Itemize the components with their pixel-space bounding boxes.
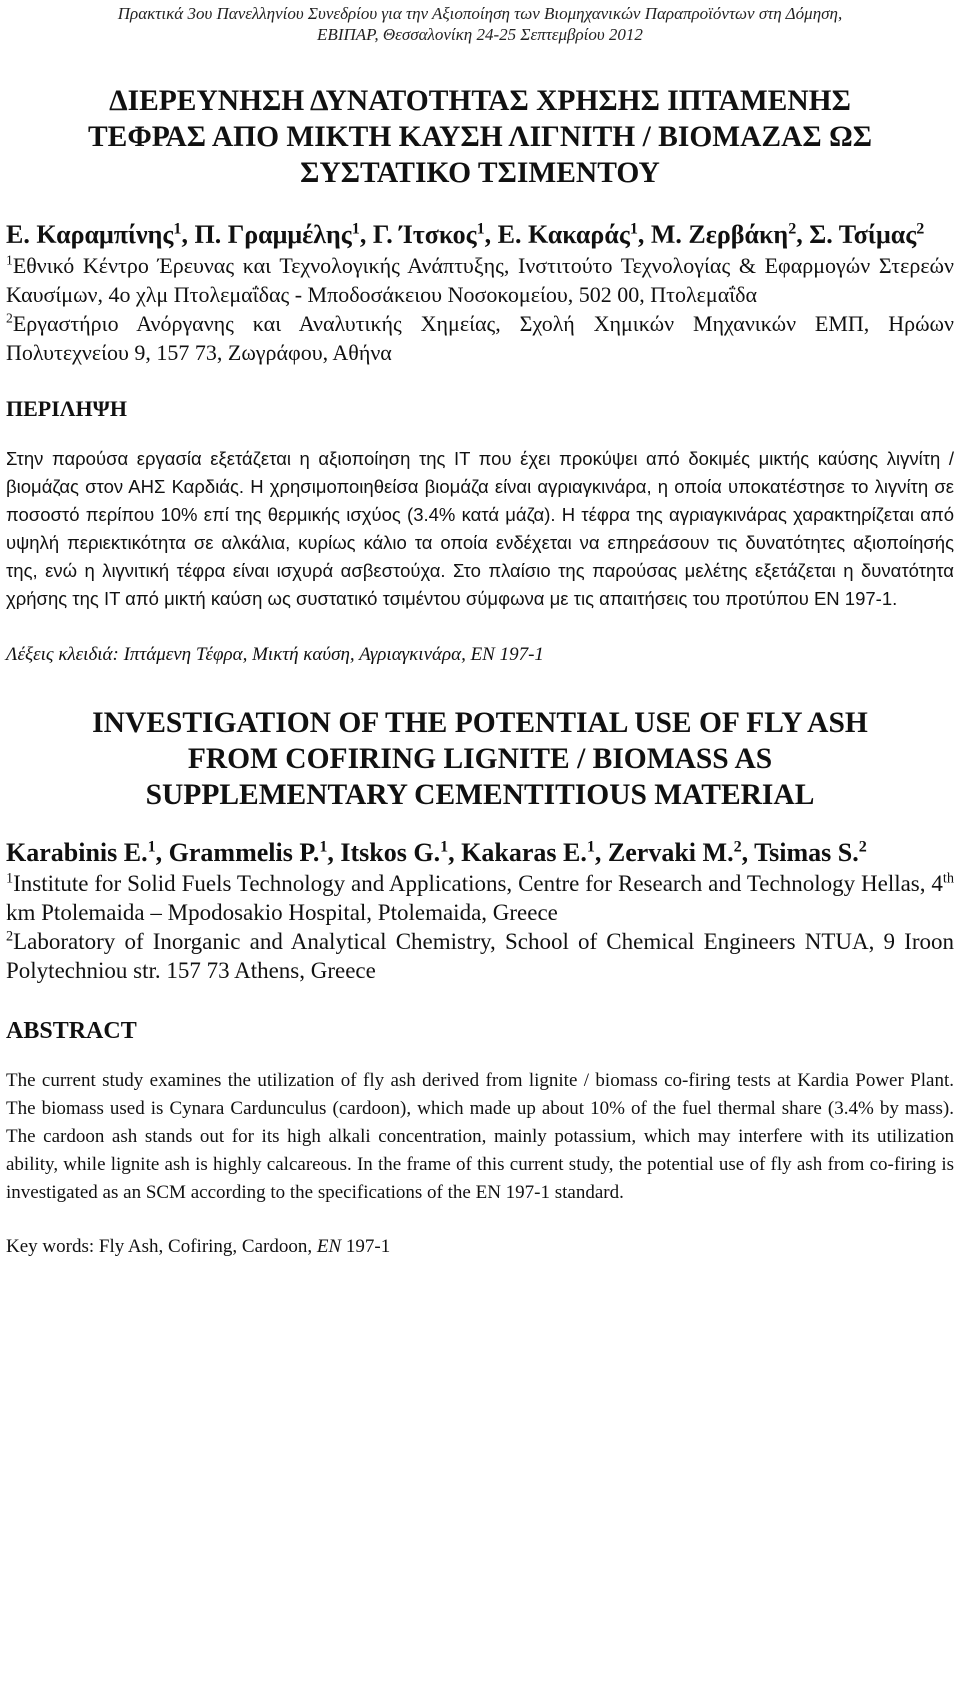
greek-abstract-text: Στην παρούσα εργασία εξετάζεται η αξιοποίηση της ΙΤ που έχει προκύψει από δοκιμές μικτής καύσης λιγνίτη / βιομάζας στον ΑΗΣ Καρδιάς. Η χρησιμοποιηθείσα βιομάζα είναι αγριαγκινάρα, η οποία υποκατέστησε το λιγνίτη σε ποσοστό περίπου 10% επί της θερμικής ισχύος (3.4% κατά μάζα). Η τέφρα της αγριαγκινάρας χαρακτηρίζεται από υψηλή περιεκτικότητα σε αλκάλια, κυρίως κάλιο τα οποία ενδέχεται να επηρεάσουν τις δυνατότητες αξιοποίησής της, ενώ η λιγνιτική τέφρα είναι ισχυρά ασβεστούχα. Στο πλαίσιο της παρούσας μελέτης εξετάζεται η δυνατότητα χρήσης της ΙΤ από μικτή καύση ως συστατικό τσιμέντου σύμφωνα με τις απαιτήσεις του προτύπου ΕΝ 197-1. <box>6 448 954 609</box>
proceedings-header-line1: Πρακτικά 3ου Πανελληνίου Συνεδρίου για την Αξιοποίηση των Βιομηχανικών Παραπροϊόντων στη Δόμηση, <box>117 4 843 23</box>
keywords-text: Key words: Fly Ash, Cofiring, Cardoon, <box>6 1236 317 1257</box>
author-separator: , <box>594 838 608 867</box>
author-affiliation-mark: 1 <box>476 220 485 238</box>
author-separator: , <box>155 838 169 867</box>
greek-affiliations <box>6 251 954 367</box>
affiliation-text: Εθνικό Κέντρο Έρευνας και Τεχνολογικής Ανάπτυξης, Ινστιτούτο Τεχνολογίας & Εφαρμογών Στερεών Καυσίμων, 4ο χλμ Πτολεμαΐδας - Μποδοσάκειου Νοσοκομείου, 502 00, Πτολεμαΐδα <box>6 253 954 307</box>
affiliation-text: Laboratory of Inorganic and Analytical Chemistry, School of Chemical Engineers NTUA, 9 Iroon Polytechniou str. 157 73 Athens, Greece <box>6 929 954 983</box>
affiliation-text: Εργαστήριο Ανόργανης και Αναλυτικής Χημείας, Σχολή Χημικών Μηχανικών ΕΜΠ, Ηρώων Πολυτεχνείου 9, 157 73, Ζωγράφου, Αθήνα <box>6 311 954 365</box>
affiliation-number: 1 <box>6 252 13 268</box>
greek-abstract-heading: ΠΕΡΙΛΗΨΗ <box>6 396 127 421</box>
affiliation <box>6 927 954 985</box>
author-separator: , <box>741 838 755 867</box>
greek-title-line: ΔΙΕΡΕΥΝΗΣΗ ΔΥΝΑΤΟΤΗΤΑΣ ΧΡΗΣΗΣ ΙΠΤΑΜΕΝΗΣ <box>109 85 851 117</box>
author-affiliation-mark: 1 <box>440 838 449 856</box>
greek-title-line: ΤΕΦΡΑΣ ΑΠΟ ΜΙΚΤΗ ΚΑΥΣΗ ΛΙΓΝΙΤΗ / ΒΙΟΜΑΖΑΣ ΩΣ <box>88 121 872 153</box>
author-name: Tsimas S. <box>754 838 859 867</box>
author-name: Γ. Ίτσκος <box>372 220 477 249</box>
affiliation-text: km Ptolemaida – Mpodosakio Hospital, Ptolemaida, Greece <box>6 900 558 925</box>
author-name: Zervaki M. <box>607 838 734 867</box>
ordinal-suffix: th <box>942 870 954 887</box>
english-abstract <box>6 1067 954 1207</box>
author-affiliation-mark: 1 <box>351 220 360 238</box>
author-affiliation-mark: 2 <box>858 838 867 856</box>
author-name: Σ. Τσίμας <box>809 220 917 249</box>
author-affiliation-mark: 1 <box>319 838 328 856</box>
greek-keywords: Λέξεις κλειδιά: Ιπτάμενη Τέφρα, Μικτή καύση, Αγριαγκινάρα, ΕΝ 197-1 <box>6 644 544 665</box>
author-separator: , <box>796 220 810 249</box>
affiliation-number: 2 <box>6 928 14 945</box>
affiliation-number: 2 <box>6 310 13 326</box>
author-affiliation-mark: 1 <box>147 838 156 856</box>
author-affiliation-mark: 2 <box>788 220 797 238</box>
affiliation <box>6 309 954 367</box>
author-affiliation-mark: 1 <box>173 220 182 238</box>
author-separator: , <box>359 220 373 249</box>
english-title-line: SUPPLEMENTARY CEMENTITIOUS MATERIAL <box>145 779 815 811</box>
english-abstract-text: The current study examines the utilization of fly ash derived from lignite / biomass co-firing tests at Kardia Power Plant. The biomass used is Cynara Cardunculus (cardoon), which made up about 10% of the fuel thermal share (3.4% by mass). The cardoon ash stands out for its high alkali concentration, mainly potassium, which may interfere with its utilization ability, while lignite ash is highly calcareous. In the frame of this current study, the potential use of fly ash from co-firing is investigated as an SCM according to the specifications of the EN 197-1 standard. <box>6 1070 954 1203</box>
author-name: Itskos G. <box>340 838 441 867</box>
greek-title <box>6 83 954 191</box>
author-affiliation-mark: 1 <box>629 220 638 238</box>
author-name: Grammelis P. <box>168 838 320 867</box>
author-separator: , <box>637 220 651 249</box>
proceedings-header-line2: ΕΒΙΠΑΡ, Θεσσαλονίκη 24-25 Σεπτεμβρίου 2012 <box>317 25 643 44</box>
author-name: Ε. Κακαράς <box>497 220 630 249</box>
english-affiliations <box>6 869 954 985</box>
author-separator: , <box>448 838 462 867</box>
english-authors <box>6 837 954 869</box>
author-separator: , <box>181 220 195 249</box>
author-name: Π. Γραμμέλης <box>194 220 352 249</box>
greek-abstract <box>6 445 954 613</box>
english-abstract-heading: ABSTRACT <box>6 1018 137 1044</box>
author-affiliation-mark: 1 <box>586 838 595 856</box>
english-title-line: INVESTIGATION OF THE POTENTIAL USE OF FLY ASH <box>92 707 868 739</box>
author-affiliation-mark: 2 <box>916 220 925 238</box>
author-name: Ε. Καραμπίνης <box>6 220 174 249</box>
keywords-standard-code: EN <box>316 1236 342 1257</box>
author-name: Kakaras E. <box>461 838 587 867</box>
author-name: Karabinis E. <box>6 838 148 867</box>
english-keywords <box>6 1233 954 1261</box>
affiliation-text: Institute for Solid Fuels Technology and Applications, Centre for Research and Technology Hellas, 4 <box>13 871 943 896</box>
author-separator: , <box>484 220 498 249</box>
affiliation-number: 1 <box>6 870 14 887</box>
proceedings-header <box>6 0 954 45</box>
greek-authors <box>6 219 954 251</box>
author-separator: , <box>327 838 341 867</box>
author-name: Μ. Ζερβάκη <box>650 220 789 249</box>
affiliation <box>6 869 954 927</box>
author-affiliation-mark: 2 <box>733 838 742 856</box>
english-title <box>6 705 954 813</box>
english-title-line: FROM COFIRING LIGNITE / BIOMASS AS <box>187 743 773 775</box>
keywords-text: 197-1 <box>341 1236 391 1257</box>
greek-title-line: ΣΥΣΤΑΤΙΚΟ ΤΣΙΜΕΝΤΟΥ <box>300 157 660 189</box>
affiliation <box>6 251 954 309</box>
